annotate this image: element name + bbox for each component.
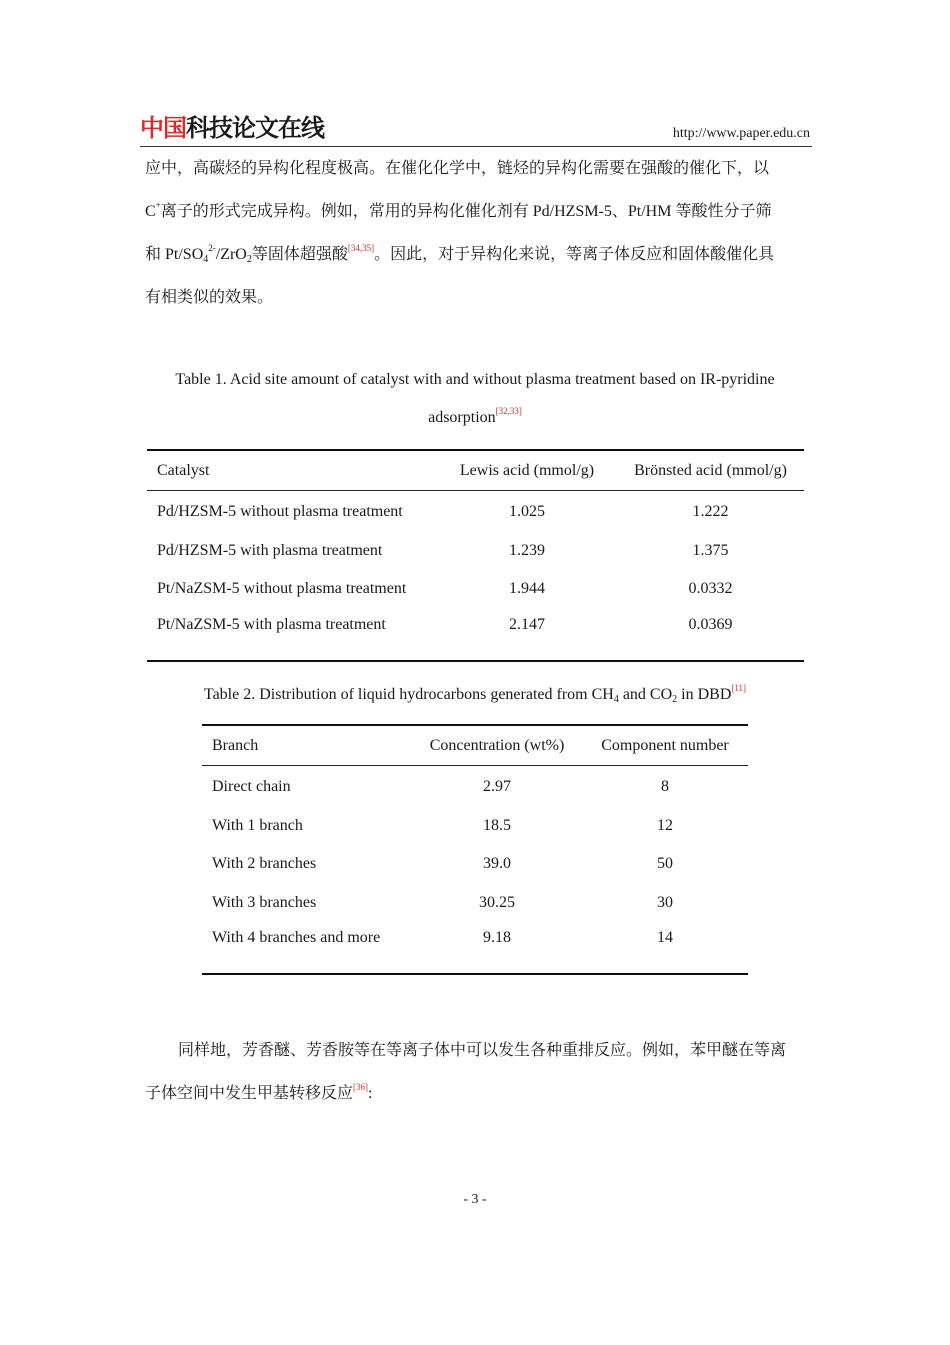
table-cell: Direct chain	[212, 778, 291, 796]
column-header: Component number	[582, 725, 748, 766]
table-cell: 9.18	[483, 929, 511, 946]
header-url[interactable]: http://www.paper.edu.cn	[672, 126, 810, 141]
citation-ref[interactable]: [11]	[731, 683, 747, 693]
table-cell: Pt/NaZSM-5 without plasma treatment	[157, 580, 407, 598]
table-row	[147, 491, 804, 532]
table-cell: 50	[657, 855, 673, 873]
table-cell: 39.0	[483, 855, 511, 873]
table-cell: 1.375	[692, 541, 729, 559]
column-header: Catalyst	[147, 450, 437, 491]
table-cell: 2.97	[483, 778, 511, 796]
table-cell: With 3 branches	[212, 893, 317, 911]
table-row	[202, 807, 748, 846]
table-cell: 1.239	[509, 541, 545, 559]
table-cell: With 1 branch	[212, 816, 303, 834]
table-row	[202, 922, 748, 974]
table-cell: 8	[661, 778, 669, 796]
column-header: Concentration (wt%)	[412, 725, 582, 766]
table-hydrocarbon-distribution	[202, 724, 748, 975]
table1-caption-cont: adsorption[32,33]	[428, 406, 522, 426]
table-cell: Pd/HZSM-5 without plasma treatment	[157, 503, 403, 521]
table2-caption: Table 2. Distribution of liquid hydrocarbons generated from $CH_4$ and $CO_2$ in DBD[11]	[203, 683, 747, 705]
table-header-row	[202, 725, 748, 766]
citation-ref[interactable]: [36]	[353, 1082, 369, 1092]
table-cell: 1.025	[509, 503, 545, 521]
table-cell: 30.25	[479, 893, 515, 911]
citation-ref[interactable]: [34,35]	[347, 243, 375, 253]
table-cell: Pd/HZSM-5 with plasma treatment	[157, 541, 383, 559]
table-row	[202, 884, 748, 923]
table-cell: 1.944	[509, 580, 545, 598]
table-cell: 0.0332	[688, 580, 733, 598]
table1-caption: Table 1. Acid site amount of catalyst with and without plasma treatment based on IR-pyridine	[175, 371, 775, 388]
table-row	[147, 609, 804, 661]
table-cell: 1.222	[692, 503, 729, 521]
table-cell: Pt/NaZSM-5 with plasma treatment	[157, 615, 386, 633]
table-cell: 12	[657, 816, 673, 834]
column-header: Lewis acid (mmol/g)	[437, 450, 617, 491]
table-cell: 30	[657, 893, 673, 911]
table-cell: 2.147	[509, 615, 545, 633]
table-row	[147, 532, 804, 571]
table-acid-sites	[147, 449, 804, 662]
body-paragraph-2: 同样地，芳香醚、芳香胺等在等离子体中可以发生各种重排反应。例如，苯甲醚在等离 子体空间中发生甲基转移反应[36]:	[145, 1042, 787, 1102]
table-cell: With 2 branches	[212, 855, 317, 873]
citation-ref[interactable]: [32,33]	[495, 406, 522, 416]
table-cell: 0.0369	[688, 615, 733, 633]
table-cell: 14	[657, 929, 673, 946]
table-row	[202, 766, 748, 807]
table-row	[202, 845, 748, 884]
site-logo: 中国科技论文在线	[140, 114, 324, 142]
table-cell: 18.5	[483, 816, 511, 834]
page-header	[140, 114, 812, 147]
table-cell: With 4 branches and more	[212, 929, 381, 946]
column-header: Branch	[202, 725, 412, 766]
page-number: - 3 -	[463, 1192, 487, 1207]
table-row	[147, 570, 804, 609]
body-paragraph-1: 应中，高碳烃的异构化程度极高。在催化化学中，链烃的异构化需要在强酸的催化下，以 C+离子的形式完成异构。例如，常用的异构化催化剂有 Pd/HZSM-5、Pt/HM 等酸性分子筛 和 $Pt/SO_4^{2-}/ZrO_2$等固体超强酸[34,35]。因此，对于异构化来说，等离子体反应和固体酸催化具 有相类似的效果。	[145, 160, 775, 306]
table-header-row	[147, 450, 804, 491]
column-header: Brönsted acid (mmol/g)	[617, 450, 804, 491]
